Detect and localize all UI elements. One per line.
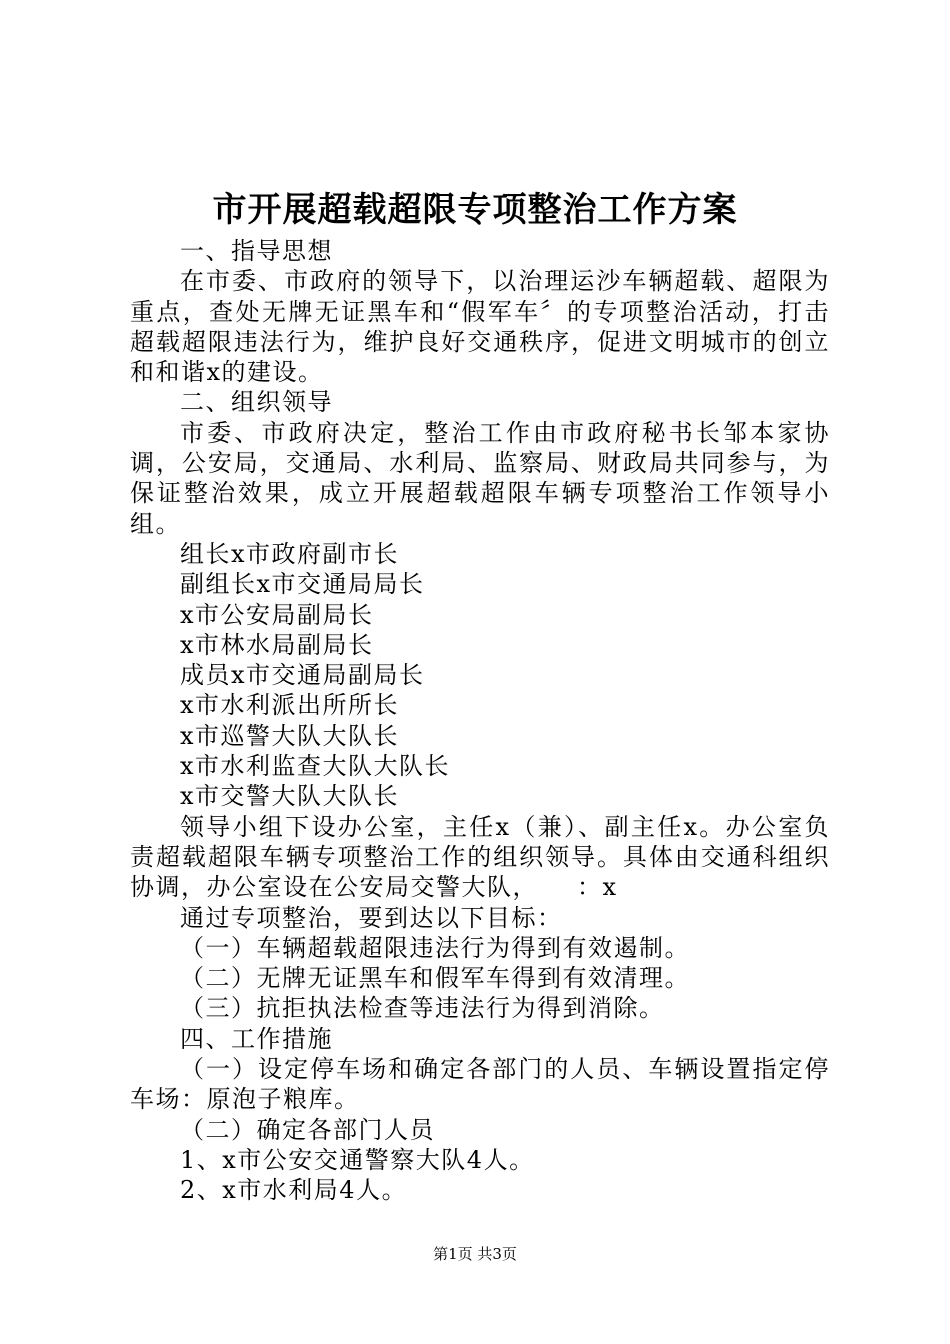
paragraph: （二）确定各部门人员 xyxy=(180,1115,435,1144)
paragraph: 市委、市政府决定，整治工作由市政府秘书长邹本家协调，公安局，交通局、水利局、监察局、财政局共同参与，为保证整治效果，成立开展超载超限车辆专项整治工作领导小组。 xyxy=(130,418,830,538)
paragraph: 1、x市公安交通警察大队4人。 xyxy=(180,1145,535,1174)
paragraph: x市水利监查大队大队长 xyxy=(180,752,451,781)
paragraph: x市水利派出所所长 xyxy=(180,691,400,720)
paragraph: 四、工作措施 xyxy=(180,1024,333,1053)
paragraph: 通过专项整治，要到达以下目标： xyxy=(180,903,563,932)
paragraph: （一）设定停车场和确定各部门的人员、车辆设置指定停车场：原泡子粮库。 xyxy=(130,1055,830,1114)
paragraph: （一）车辆超载超限违法行为得到有效遏制。 xyxy=(180,933,690,962)
paragraph: 领导小组下设办公室，主任x（兼）、副主任x。办公室负责超载超限车辆专项整治工作的组织领导。具体由交通科组织协调，办公室设在公安局交警大队， ：x xyxy=(130,812,830,902)
page-footer: 第1页 共3页 xyxy=(433,1245,517,1263)
paragraph: 在市委、市政府的领导下，以治理运沙车辆超载、超限为重点，查处无牌无证黑车和“假军车〞的专项整治活动，打击超载超限违法行为，维护良好交通秩序，促进文明城市的创立和和谐x的建设。 xyxy=(130,267,830,387)
paragraph: x市交警大队大队长 xyxy=(180,782,400,811)
paragraph: 组长x市政府副市长 xyxy=(180,539,400,568)
document-body xyxy=(130,236,830,1206)
paragraph: （二）无牌无证黑车和假军车得到有效清理。 xyxy=(180,964,690,993)
paragraph: 2、x市水利局4人。 xyxy=(180,1176,408,1205)
paragraph: （三）抗拒执法检查等违法行为得到消除。 xyxy=(180,994,665,1023)
paragraph: 成员x市交通局副局长 xyxy=(180,661,425,690)
paragraph: x市巡警大队大队长 xyxy=(180,721,400,750)
paragraph: x市公安局副局长 xyxy=(180,600,374,629)
paragraph: 一、指导思想 xyxy=(180,237,333,265)
paragraph: 二、组织领导 xyxy=(180,388,333,417)
paragraph: x市林水局副局长 xyxy=(180,630,374,659)
document-title: 市开展超载超限专项整治工作方案 xyxy=(212,190,738,230)
paragraph: 副组长x市交通局局长 xyxy=(180,570,425,599)
